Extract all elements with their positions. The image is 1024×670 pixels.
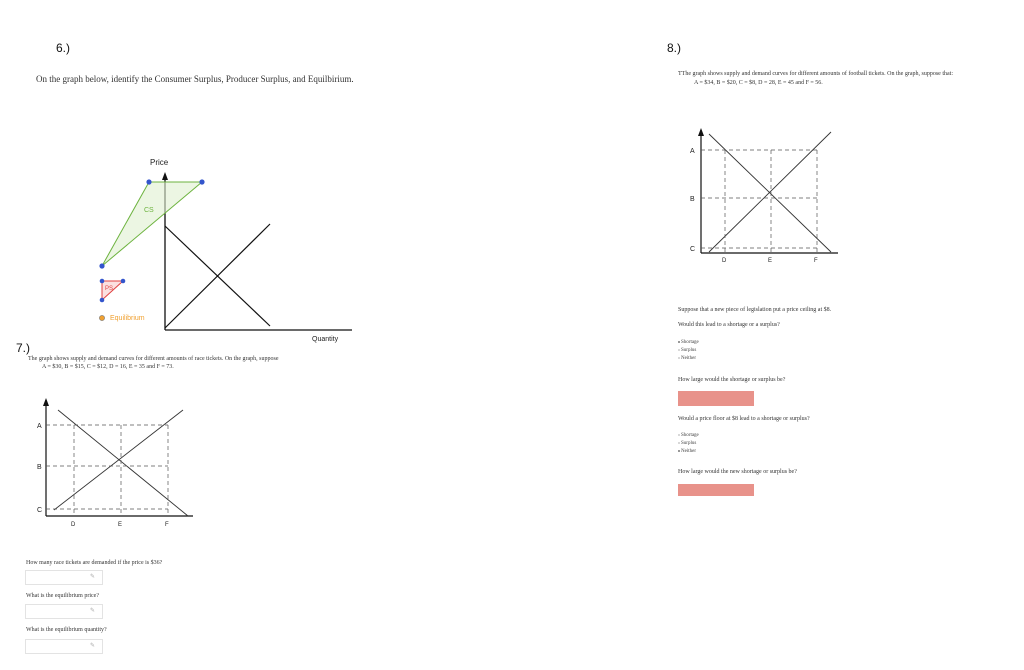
q8-option-surplus-1[interactable]: Surplus bbox=[678, 347, 696, 355]
radio-icon bbox=[678, 349, 680, 351]
cs-vertex-point[interactable] bbox=[146, 179, 151, 184]
radio-selected-icon bbox=[678, 450, 680, 452]
q7-y-axis-arrow bbox=[43, 398, 49, 406]
pencil-icon: ✎ bbox=[89, 607, 95, 614]
cs-vertex-point[interactable] bbox=[199, 179, 204, 184]
q6-x-label: Quantity bbox=[312, 336, 339, 343]
radio-icon bbox=[678, 357, 680, 359]
q6-number: 6.) bbox=[56, 41, 71, 55]
q7-question-1: How many race tickets are demanded if the price is $36? bbox=[26, 560, 163, 566]
cs-polygon[interactable] bbox=[102, 182, 202, 266]
q8-question-size-2: How large would the new shortage or surplus be? bbox=[678, 469, 797, 475]
q7-y-tick-c: C bbox=[37, 507, 43, 514]
q8-question-floor: Would a price floor at $8 lead to a shortage or surplus? bbox=[678, 416, 810, 422]
q7-x-tick-e: E bbox=[118, 522, 123, 528]
q8-ceiling-text: Suppose that a new piece of legislation put a price ceiling at $8. bbox=[678, 307, 832, 313]
q6-graph[interactable] bbox=[90, 150, 360, 350]
q8-option-shortage-1[interactable]: Shortage bbox=[678, 339, 699, 347]
cs-vertex-point[interactable] bbox=[99, 263, 104, 268]
q8-question-shortage: Would this lead to a shortage or a surplus? bbox=[678, 322, 780, 328]
q6-demand-line bbox=[165, 226, 270, 326]
q8-option-surplus-2[interactable]: Surplus bbox=[678, 440, 696, 448]
q6-prompt: On the graph below, identify the Consumer Surplus, Producer Surplus, and Equilbirium. bbox=[36, 74, 354, 84]
q7-intro-line1: The graph shows supply and demand curves for different amounts of race tickets. On the graph, suppose bbox=[28, 356, 279, 362]
q7-graph bbox=[28, 398, 198, 543]
cs-label: CS bbox=[144, 207, 154, 214]
q7-answer-3-input[interactable] bbox=[25, 639, 103, 654]
q6-y-label: Price bbox=[150, 158, 169, 167]
q8-y-axis-arrow bbox=[698, 128, 704, 136]
q8-option-neither-2[interactable]: Neither bbox=[678, 448, 696, 456]
q8-graph bbox=[683, 128, 843, 278]
ps-vertex-point[interactable] bbox=[100, 279, 105, 284]
q7-y-tick-b: B bbox=[37, 464, 42, 471]
pencil-icon: ✎ bbox=[89, 573, 95, 580]
q7-answer-2-input[interactable] bbox=[25, 604, 103, 619]
q7-demand-line bbox=[58, 410, 188, 516]
q6-y-axis-arrow bbox=[162, 172, 168, 180]
q8-y-tick-a: A bbox=[690, 148, 695, 155]
radio-icon bbox=[678, 434, 680, 436]
equilibrium-point[interactable] bbox=[99, 315, 104, 320]
q8-number: 8.) bbox=[667, 41, 682, 55]
radio-selected-icon bbox=[678, 341, 680, 343]
q8-x-tick-e: E bbox=[768, 258, 773, 264]
q7-intro-line2: A = $30, B = $15, C = $12, D = 16, E = 35 and F = 73. bbox=[42, 364, 174, 370]
q8-answer-size-1-input[interactable] bbox=[678, 391, 754, 406]
q7-y-tick-a: A bbox=[37, 423, 42, 430]
equilibrium-label: Equilibrium bbox=[110, 315, 145, 322]
q8-y-tick-c: C bbox=[690, 246, 696, 253]
q8-intro-line1: TThe graph shows supply and demand curves for different amounts of football tickets. On the graph, suppose that: bbox=[678, 71, 953, 77]
q7-number: 7.) bbox=[16, 341, 31, 355]
q8-intro-line2: A = $34, B = $20, C = $8, D = 28, E = 45 and F = 56. bbox=[694, 80, 823, 86]
q8-y-tick-b: B bbox=[690, 196, 695, 203]
q7-x-tick-d: D bbox=[71, 522, 76, 528]
q8-option-neither-1[interactable]: Neither bbox=[678, 355, 696, 363]
q8-answer-size-2-input[interactable] bbox=[678, 484, 754, 496]
q8-x-tick-d: D bbox=[722, 258, 727, 264]
q7-question-3: What is the equilibrium quantity? bbox=[26, 627, 107, 633]
pencil-icon: ✎ bbox=[89, 642, 95, 649]
q7-answer-1-input[interactable] bbox=[25, 570, 103, 585]
ps-vertex-point[interactable] bbox=[100, 298, 105, 303]
ps-label: PS bbox=[105, 286, 114, 292]
q7-question-2: What is the equilibrium price? bbox=[26, 593, 99, 599]
q8-x-tick-f: F bbox=[814, 258, 818, 264]
q7-x-tick-f: F bbox=[165, 522, 169, 528]
q8-option-shortage-2[interactable]: Shortage bbox=[678, 432, 699, 440]
radio-icon bbox=[678, 442, 680, 444]
q8-question-size-1: How large would the shortage or surplus be? bbox=[678, 377, 786, 383]
ps-vertex-point[interactable] bbox=[121, 279, 126, 284]
